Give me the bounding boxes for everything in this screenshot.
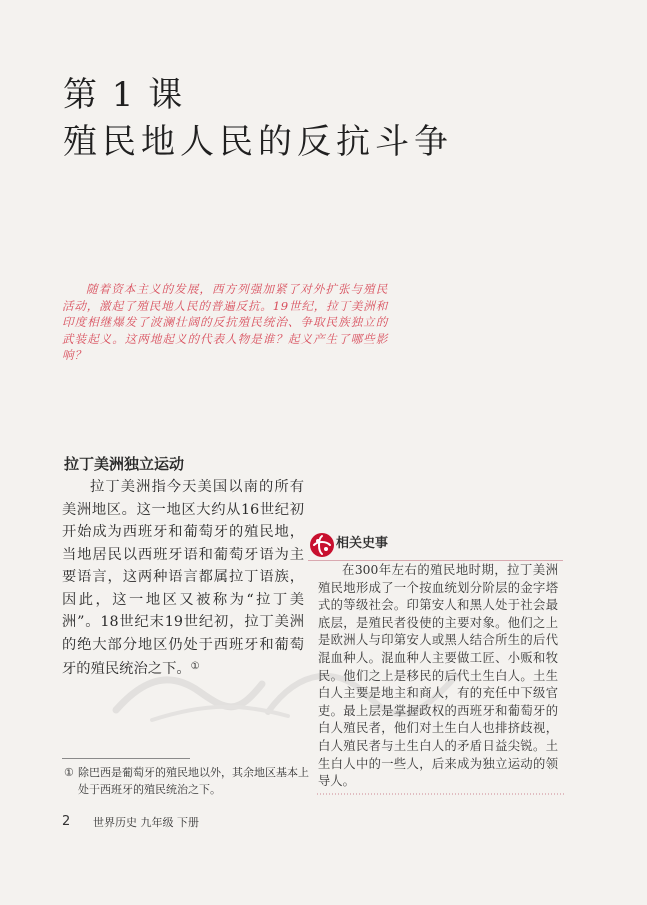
- body-text: 拉丁美洲指今天美国以南的所有美洲地区。这一地区大约从16世纪初开始成为西班牙和葡萄牙的殖民地，当地居民以西班牙语和葡萄牙语为主要语言，这两种语言都属拉丁语族，因此，这一地区又被称为“拉丁美洲”。18世纪末19世纪初，拉丁美洲的绝大部分地区仍处于西班牙和葡萄牙的殖民统治之下。: [62, 479, 304, 677]
- sidebar-header: [308, 531, 428, 559]
- book-title: 世界历史 九年级 下册: [93, 816, 199, 829]
- footnote-text: 除巴西是葡萄牙的殖民地以外，其余地区基本上处于西班牙的殖民统治之下。: [78, 766, 309, 796]
- related-history-box: [305, 528, 560, 800]
- footnote-marker: ①: [190, 661, 200, 672]
- section-heading: 拉丁美洲独立运动: [64, 455, 185, 473]
- footnote: [64, 764, 318, 798]
- body-paragraph: [62, 476, 304, 681]
- intro-paragraph: 随着资本主义的发展，西方列强加紧了对外扩张与殖民活动，激起了殖民地人民的普遍反抗。19世纪，拉丁美洲和印度相继爆发了波澜壮阔的反抗殖民统治、争取民族独立的武装起义。这两地起义的代表人物是谁？起义产生了哪些影响？: [62, 282, 388, 362]
- footnote-number: ①: [64, 766, 74, 779]
- sidebar-text: 在300年左右的殖民地时期，拉丁美洲殖民地形成了一个按血统划分阶层的金字塔式的等级社会。印第安人和黑人处于社会最底层，是殖民者役使的主要对象。他们之上是欧洲人与印第安人或黑人结合所生的后代混血种人。混血种人主要做工匠、小贩和牧民。他们之上是移民的后代土生白人。土生白人主要是地主和商人，有的充任中下级官吏。最上层是掌握政权的西班牙和葡萄牙的白人殖民者，他们对土生白人也排挤歧视，白人殖民者与土生白人的矛盾日益尖锐。土生白人中的一些人，后来成为独立运动的领导人。: [318, 563, 558, 789]
- sidebar-top-rule: [308, 560, 563, 561]
- sidebar-bottom-rule: [317, 792, 565, 796]
- lesson-number: 第 1 课: [63, 75, 185, 115]
- footnote-rule: [62, 758, 190, 759]
- sidebar-title: 相关史事: [336, 536, 389, 551]
- related-history-icon: [308, 531, 336, 559]
- page-number: 2: [62, 814, 71, 829]
- lesson-title: 殖民地人民的反抗斗争: [63, 122, 453, 162]
